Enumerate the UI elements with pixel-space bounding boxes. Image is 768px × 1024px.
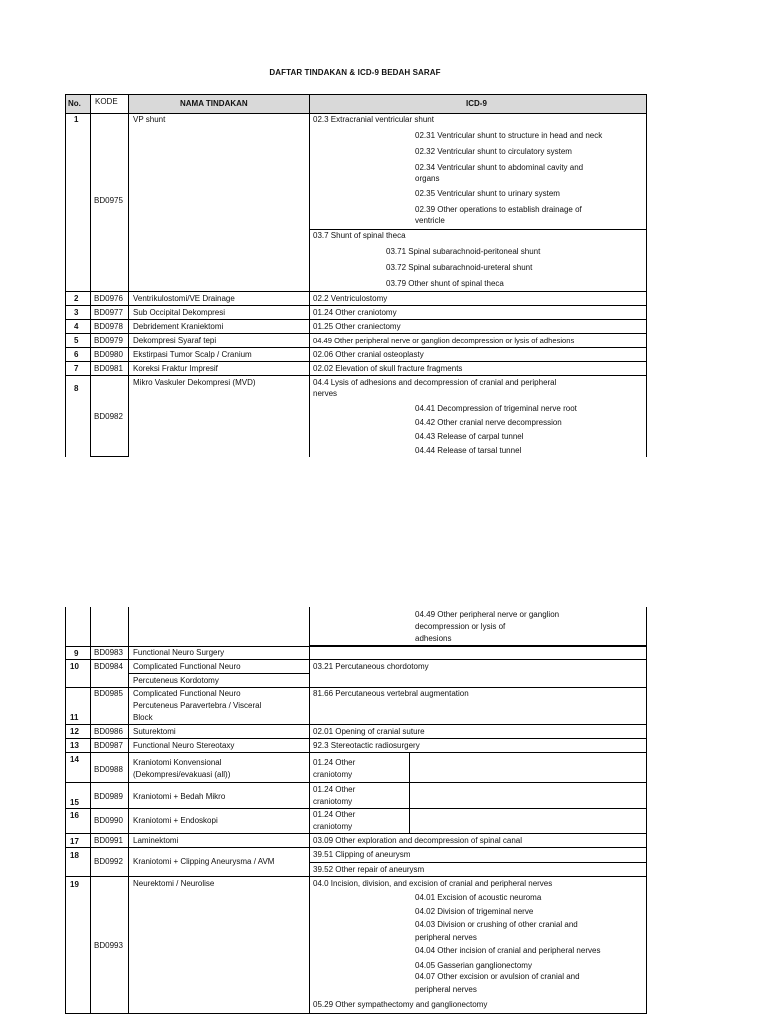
row-5-nama: Dekompresi Syaraf tepi: [133, 336, 217, 345]
row-15-kode: BD0989: [94, 792, 123, 801]
row-1-icd-0: 02.3 Extracranial ventricular shunt: [313, 115, 434, 124]
row-8-icd-2: 04.41 Decompression of trigeminal nerve root: [415, 404, 577, 413]
row-6-icd: 02.06 Other cranial osteoplasty: [313, 350, 424, 359]
row-9-kode: BD0983: [94, 648, 123, 657]
row-1-icd-2: 02.32 Ventricular shunt to circulatory system: [415, 147, 572, 156]
row-1-icd-3: 02.34 Ventricular shunt to abdominal cavity and: [415, 163, 584, 172]
row-3-icd: 01.24 Other craniotomy: [313, 308, 397, 317]
row-1-kode: BD0975: [94, 196, 123, 205]
row-8-no: 8: [74, 384, 79, 393]
row-18-kode: BD0992: [94, 857, 123, 866]
row-15-no: 15: [70, 798, 79, 807]
row-13-kode: BD0987: [94, 741, 123, 750]
row-1-nama: VP shunt: [133, 115, 166, 124]
row-6-no: 6: [74, 350, 79, 359]
row-8-nama: Mikro Vaskuler Dekompresi (MVD): [133, 378, 256, 387]
row-3-nama: Sub Occipital Dekompresi: [133, 308, 226, 317]
row-6-kode: BD0980: [94, 350, 123, 359]
row-14-icd-0: 01.24 Other: [313, 758, 356, 767]
row-19-kode: BD0993: [94, 941, 123, 950]
row-8-cont-2: adhesions: [415, 634, 452, 643]
row-8-icd-1: nerves: [313, 389, 338, 398]
row-4-icd: 01.25 Other craniectomy: [313, 322, 401, 331]
row-8-cont-1: decompression or lysis of: [415, 622, 506, 631]
row-2-no: 2: [74, 294, 79, 303]
row-19-icd-4: peripheral nerves: [415, 933, 477, 942]
row-17-nama: Laminektomi: [133, 836, 179, 845]
row-11-icd: 81.66 Percutaneous vertebral augmentation: [313, 689, 469, 698]
row-7-kode: BD0981: [94, 364, 123, 373]
row-1-icd-6: 02.39 Other operations to establish drainage of: [415, 205, 582, 214]
row-7-no: 7: [74, 364, 79, 373]
row-1-icd-5: 02.35 Ventricular shunt to urinary system: [415, 189, 560, 198]
header-kode: KODE: [95, 97, 118, 106]
row-13-no: 13: [70, 741, 79, 750]
row-16-kode: BD0990: [94, 816, 123, 825]
row-10-icd: 03.21 Percutaneous chordotomy: [313, 662, 429, 671]
row-10-kode: BD0984: [94, 662, 123, 671]
row-2-nama: Ventrikulostomi/VE Drainage: [133, 294, 235, 303]
row-11-nama-0: Complicated Functional Neuro: [133, 689, 241, 698]
row-11-nama-2: Block: [133, 713, 153, 722]
row-11-nama-1: Percuteneus Paravertebra / Visceral: [133, 701, 262, 710]
row-5-kode: BD0979: [94, 336, 123, 345]
row-1-icd-8: 03.7 Shunt of spinal theca: [313, 231, 406, 240]
row-9-nama: Functional Neuro Surgery: [133, 648, 225, 657]
header-icd: ICD-9: [466, 99, 487, 108]
row-10-nama-0: Complicated Functional Neuro: [133, 662, 241, 671]
row-19-nama: Neurektomi / Neurolise: [133, 879, 215, 888]
row-4-kode: BD0978: [94, 322, 123, 331]
row-11-no: 11: [70, 713, 79, 722]
row-14-icd-1: craniotomy: [313, 770, 353, 779]
row-10-nama-1: Percuteneus Kordotomy: [133, 676, 219, 685]
row-18-nama: Kraniotomi + Clipping Aneurysma / AVM: [133, 857, 275, 866]
row-1-icd-7: ventricle: [415, 216, 445, 225]
row-1-no: 1: [74, 115, 79, 124]
row-15-icd-0: 01.24 Other: [313, 785, 356, 794]
row-19-icd-0: 04.0 Incision, division, and excision of cranial and peripheral nerves: [313, 879, 553, 888]
row-2-kode: BD0976: [94, 294, 123, 303]
row-16-icd-1: craniotomy: [313, 822, 353, 831]
header-no: No.: [68, 99, 81, 108]
row-12-no: 12: [70, 727, 79, 736]
row-1-icd-4: organs: [415, 174, 440, 183]
row-16-icd-0: 01.24 Other: [313, 810, 356, 819]
row-12-kode: BD0986: [94, 727, 123, 736]
row-13-icd: 92.3 Stereotactic radiosurgery: [313, 741, 420, 750]
row-15-nama: Kraniotomi + Bedah Mikro: [133, 792, 226, 801]
row-7-icd: 02.02 Elevation of skull fracture fragments: [313, 364, 463, 373]
row-14-nama-1: (Dekompresi/evakuasi (all)): [133, 770, 231, 779]
row-19-icd-5: 04.04 Other incision of cranial and peripheral nerves: [415, 946, 601, 955]
row-18-icd-0: 39.51 Clipping of aneurysm: [313, 850, 411, 859]
row-3-no: 3: [74, 308, 79, 317]
row-17-icd: 03.09 Other exploration and decompression of spinal canal: [313, 836, 523, 845]
row-19-icd-8: peripheral nerves: [415, 985, 477, 994]
row-5-icd: 04.49 Other peripheral nerve or ganglion decompression or lysis of adhesions: [313, 336, 575, 345]
row-3-kode: BD0977: [94, 308, 123, 317]
row-19-icd-7: 04.07 Other excision or avulsion of cranial and: [415, 972, 580, 981]
row-8-kode: BD0982: [94, 412, 123, 421]
row-19-icd-9: 05.29 Other sympathectomy and ganglionectomy: [313, 1000, 488, 1009]
row-19-icd-6: 04.05 Gasserian ganglionectomy: [415, 961, 532, 970]
row-8-icd-4: 04.43 Release of carpal tunnel: [415, 432, 524, 441]
row-18-no: 18: [70, 851, 79, 860]
row-1-icd-1: 02.31 Ventricular shunt to structure in head and neck: [415, 131, 603, 140]
row-4-no: 4: [74, 322, 79, 331]
row-19-icd-1: 04.01 Excision of acoustic neuroma: [415, 893, 542, 902]
row-7-nama: Koreksi Fraktur Impresif: [133, 364, 218, 373]
row-14-no: 14: [70, 755, 79, 764]
row-1-icd-11: 03.79 Other shunt of spinal theca: [386, 279, 504, 288]
row-12-nama: Suturektomi: [133, 727, 176, 736]
row-19-no: 19: [70, 880, 79, 889]
row-8-icd-3: 04.42 Other cranial nerve decompression: [415, 418, 562, 427]
row-8-cont-0: 04.49 Other peripheral nerve or ganglion: [415, 610, 560, 619]
document-title: DAFTAR TINDAKAN & ICD-9 BEDAH SARAF: [269, 68, 441, 77]
row-10-no: 10: [70, 662, 79, 671]
row-13-nama: Functional Neuro Stereotaxy: [133, 741, 235, 750]
row-1-icd-10: 03.72 Spinal subarachnoid-ureteral shunt: [386, 263, 533, 272]
row-8-icd-0: 04.4 Lysis of adhesions and decompression of cranial and peripheral: [313, 378, 557, 387]
row-8-icd-5: 04.44 Release of tarsal tunnel: [415, 446, 522, 455]
row-12-icd: 02.01 Opening of cranial suture: [313, 727, 425, 736]
row-4-nama: Debridement Kraniektomi: [133, 322, 224, 331]
row-2-icd: 02.2 Ventriculostomy: [313, 294, 388, 303]
row-16-no: 16: [70, 811, 79, 820]
row-19-icd-3: 04.03 Division or crushing of other cranial and: [415, 920, 578, 929]
row-18-icd-1: 39.52 Other repair of aneurysm: [313, 865, 425, 874]
row-11-kode: BD0985: [94, 689, 123, 698]
row-6-nama: Ekstirpasi Tumor Scalp / Cranium: [133, 350, 252, 359]
row-1-icd-9: 03.71 Spinal subarachnoid-peritoneal shunt: [386, 247, 541, 256]
row-5-no: 5: [74, 336, 79, 345]
row-17-kode: BD0991: [94, 836, 123, 845]
row-9-no: 9: [74, 649, 79, 658]
row-14-nama-0: Kraniotomi Konvensional: [133, 758, 222, 767]
row-15-icd-1: craniotomy: [313, 797, 353, 806]
row-16-nama: Kraniotomi + Endoskopi: [133, 816, 218, 825]
row-17-no: 17: [70, 837, 79, 846]
header-nama: NAMA TINDAKAN: [180, 99, 248, 108]
row-19-icd-2: 04.02 Division of trigeminal nerve: [415, 907, 534, 916]
row-14-kode: BD0988: [94, 765, 123, 774]
